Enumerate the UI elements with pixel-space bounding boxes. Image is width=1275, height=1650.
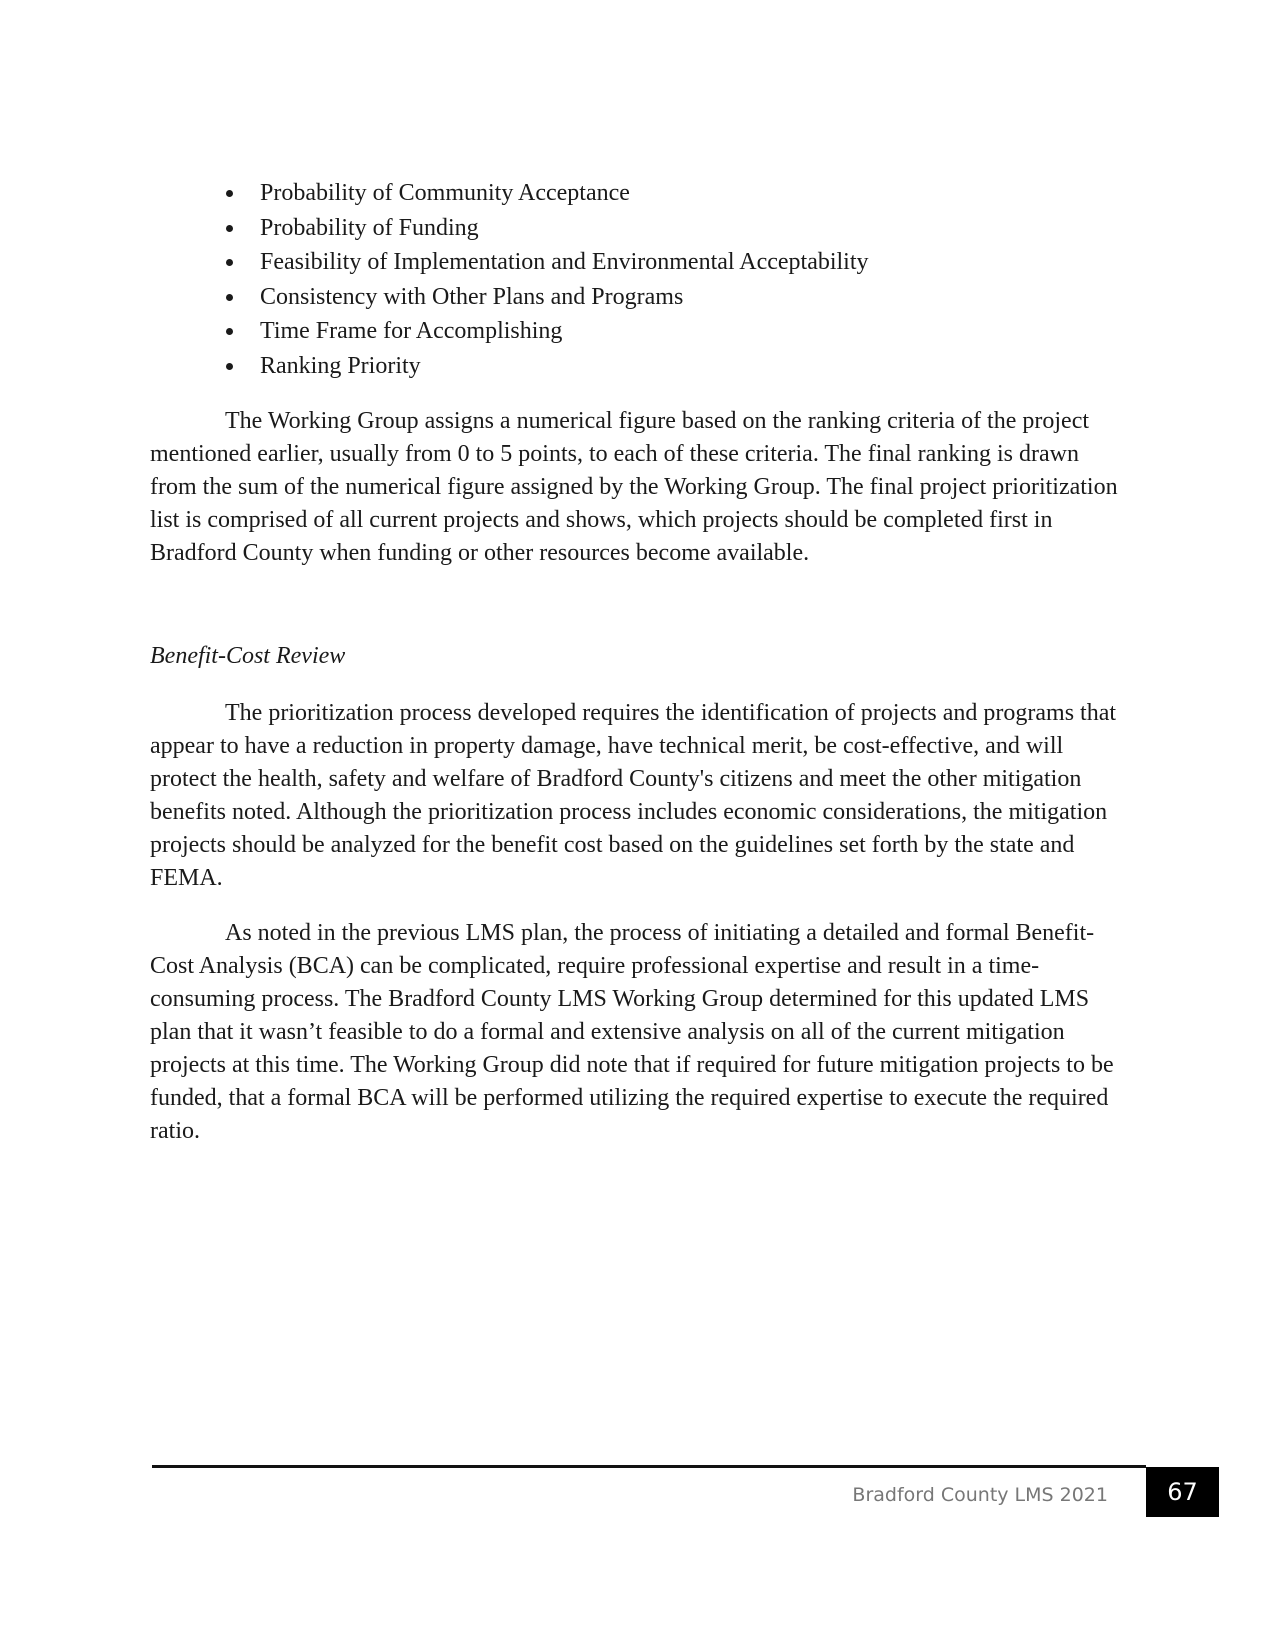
bullet-icon bbox=[226, 363, 233, 370]
bullet-icon bbox=[226, 294, 233, 301]
bullet-icon bbox=[226, 190, 233, 197]
page-number: 67 bbox=[1146, 1467, 1219, 1517]
list-item bbox=[216, 176, 869, 211]
bullet-icon bbox=[226, 328, 233, 335]
list-item-text: Ranking Priority bbox=[260, 352, 421, 379]
list-item bbox=[216, 349, 869, 384]
list-item bbox=[216, 314, 869, 349]
prioritization-paragraph: The prioritization process developed requires the identification of projects and programs that appear to have a reduction in property damage, have technical merit, be cost-effective, and will protect the health, safety and welfare of Bradford County's citizens and meet the other mitigation benefits noted. Although the prioritization process includes economic considerations, the mitigation projects should be analyzed for the benefit cost based on the guidelines set forth by the state and FEMA. bbox=[150, 700, 1117, 891]
footer-divider bbox=[152, 1465, 1146, 1468]
bullet-icon bbox=[226, 259, 233, 266]
section-heading: Benefit-Cost Review bbox=[150, 643, 346, 669]
list-item bbox=[216, 280, 869, 315]
list-item bbox=[216, 211, 869, 246]
list-item bbox=[216, 245, 869, 280]
ranking-paragraph: The Working Group assigns a numerical figure based on the ranking criteria of the project mentioned earlier, usually from 0 to 5 points, to each of these criteria. The final ranking is drawn from the sum of the numerical figure assigned by the Working Group. The final project prioritization list is comprised of all current projects and shows, which projects should be completed first in Bradford County when funding or other resources become available. bbox=[150, 408, 1118, 566]
list-item-text: Time Frame for Accomplishing bbox=[260, 318, 563, 345]
list-item-text: Probability of Funding bbox=[260, 214, 479, 241]
footer-document-title: Bradford County LMS 2021 bbox=[852, 1484, 1108, 1506]
list-item-text: Probability of Community Acceptance bbox=[260, 180, 630, 206]
list-item-text: Feasibility of Implementation and Environmental Acceptability bbox=[260, 249, 869, 276]
bullet-icon bbox=[226, 225, 233, 232]
criteria-list bbox=[216, 176, 869, 384]
bca-paragraph: As noted in the previous LMS plan, the process of initiating a detailed and formal Benefit-Cost Analysis (BCA) can be complicated, require professional expertise and result in a time-consuming process. The Bradford County LMS Working Group determined for this updated LMS plan that it wasn’t feasible to do a formal and extensive analysis on all of the current mitigation projects at this time. The Working Group did note that if required for future mitigation projects to be funded, that a formal BCA will be performed utilizing the required expertise to execute the required ratio. bbox=[150, 920, 1114, 1144]
list-item-text: Consistency with Other Plans and Programs bbox=[260, 283, 684, 310]
